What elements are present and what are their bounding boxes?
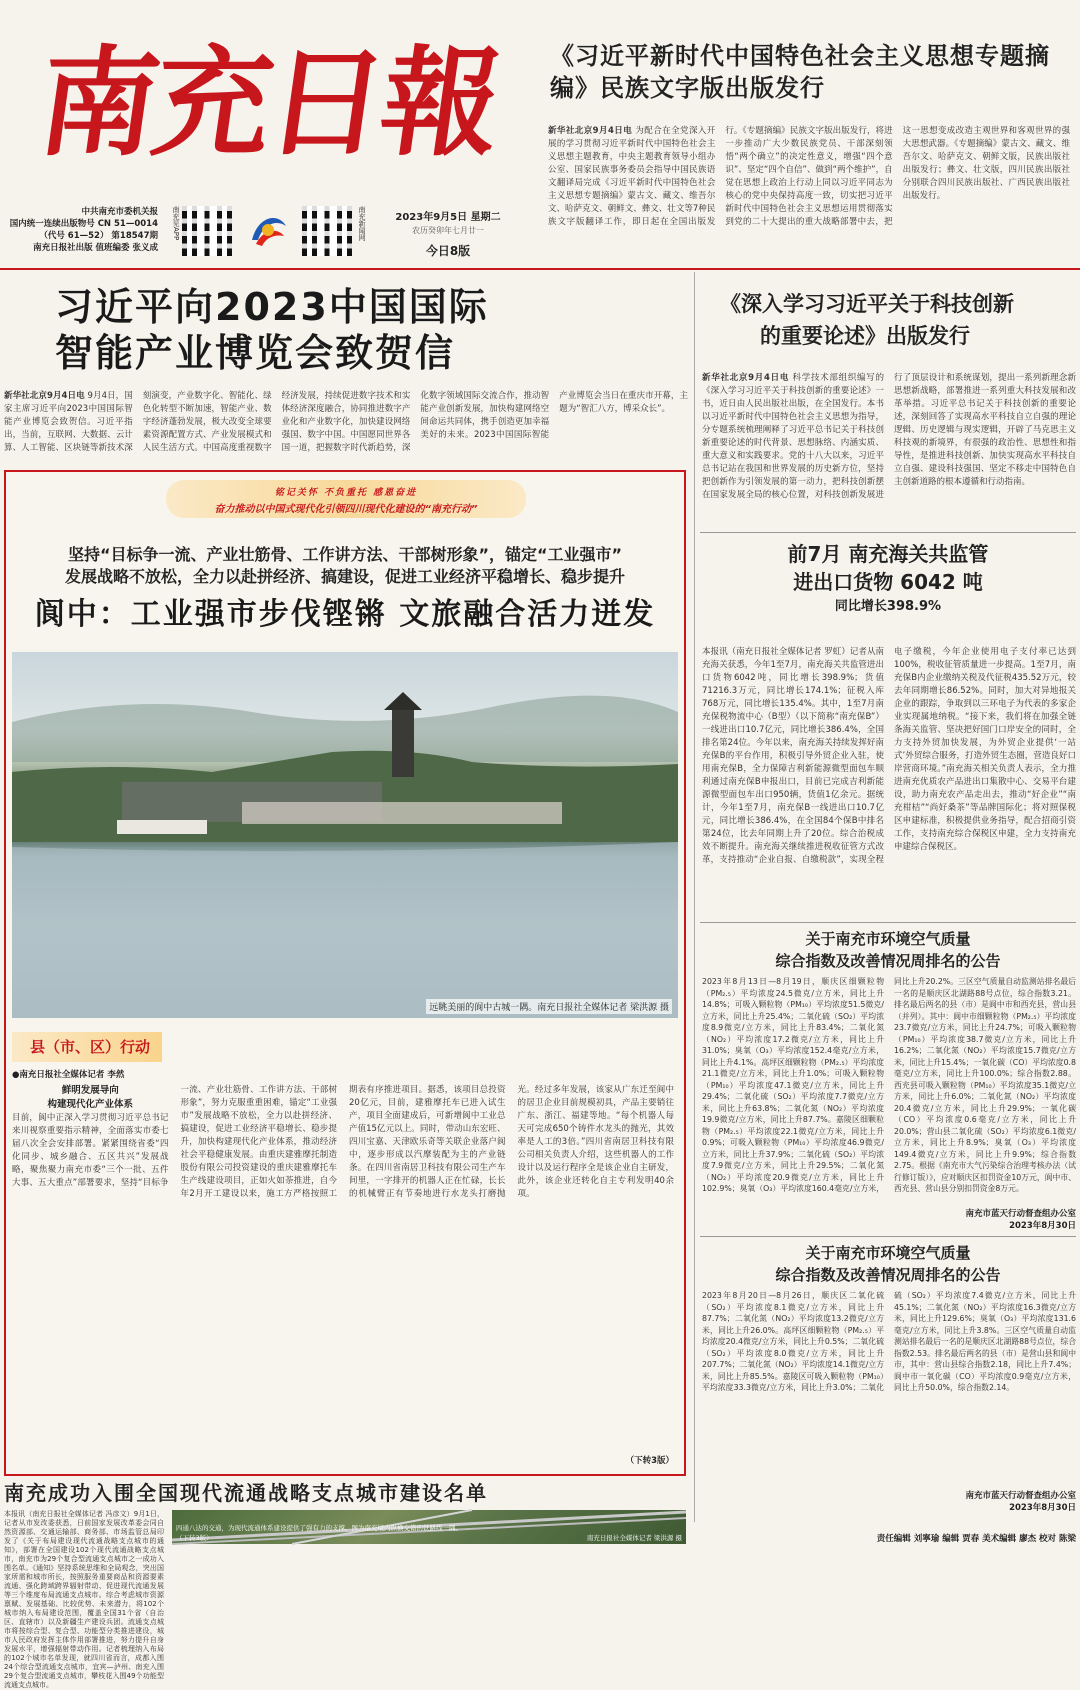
notice1-title-line2: 综合指数及改善情况周排名的公告 [775,952,1001,970]
bottom-photo [172,1510,686,1544]
info-line: 中共南充市委机关报 [81,207,158,217]
top-right-article [548,125,1070,245]
bottom-left-headline-visible[interactable]: 南充成功入围全国现代流通战略支点城市建设名单 [4,1481,488,1505]
column-tag [12,1032,162,1062]
side-head2: 构建现代化产业体系 [47,1099,133,1110]
feature-article [12,1084,674,1454]
notice2-sign: 南充市蓝天行动督查组办公室 [965,1491,1076,1501]
feature-photo [12,652,678,1018]
customs-article [702,646,1076,916]
article-text: 科学技术部组织编写的《深入学习习近平关于科技创新的重要论述》一书，近日由人民出版社出版，在全国发行。本书以习近平新时代中国特色社会主义思想为指导，分专题系统梳理阐释了习近平总书记关于科技创新重要论述的时代背景、思想脉络、内涵实质、重大意义和实践要求。党的十八大以来，习近平总书记站在我国和世界发展的历史新方位，坚持把创新作为引领发展的第一动力，把科技创新摆在国家发展全局的核心位置，对科技创新发展进行了顶层设计和系统谋划，提出一系列新理念新思想新战略，部署推进一系列重大科技发展和改革举措。习近平总书记关于科技创新的重要论述，深刻回答了实现高水平科技自立自强的理论逻辑、历史逻辑与现实逻辑，开辟了马克思主义科技观的新境界，有很强的政治性、思想性和指导性，是推进科技创新、加快实现高水平科技自立自强、建设科技强国、坚定不移走中国特色自主创新道路的根本遵循和行动指南。 [702,373,1076,500]
top-right-headline[interactable]: 《习近平新时代中国特色社会主义思想专题摘编》民族文字版出版发行 [550,42,1050,102]
lead-headline-line1: 习近平向2023中国国际 [55,285,489,329]
book-headline-line2: 的重要论述》出版发行 [760,324,970,348]
article-text: 9月4日，国家主席习近平向2023中国国际智能产业博览会致贺信。习近平指出，当前，互联网、大数据、云计算、人工智能、区块链等新技术深刻演变，产业数字化、智能化、绿色化转型不断加速，智能产业、数字经济蓬勃发展，极大改变全球要素资源配置方式、产业发展模式和人民生活方式。中国高度重视数字经济发展，持续促进数字技术和实体经济深度融合，协同推进数字产业化和产业数字化，加快建设网络强国、数字中国。中国愿同世界各国一道，把握数字时代新趋势，深化数字领域国际交流合作，推动智能产业创新发展，加快构建网络空间命运共同体，携手创造更加幸福美好的未来。2023中国国际智能产业博览会当日在重庆市开幕，主题为“智汇八方，博采众长”。 [4,391,688,453]
column-divider [694,272,695,1522]
book-headline-line1: 《深入学习习近平关于科技创新 [720,292,1014,316]
notice2-title-line1: 关于南充市环境空气质量 [805,1244,971,1262]
qr-code-app[interactable] [182,206,232,256]
info-line: 国内统一连续出版物号 CN 51—0014 [9,219,158,229]
side-headline [12,1084,169,1112]
bottom-continued[interactable]: （下转3版） [176,1534,213,1542]
info-line: （代号 61—52） 第18547期 [39,231,158,241]
footer-credits: 责任编辑 刘寧瑜 编辑 贾春 美术编辑 廖杰 校对 陈梁 [876,1534,1076,1544]
notice1-article [702,976,1076,1206]
qr-code-web[interactable] [302,206,352,256]
lead-article [4,390,688,464]
lead-headline-line2: 智能产业博览会致贺信 [55,331,456,375]
section-divider [700,532,1076,533]
date: 2023年9月5日 星期二 [395,212,501,223]
bottom-left-article [4,1510,164,1689]
feature-box [4,470,686,1476]
app-label: 南充见APP [172,206,180,241]
book-article [702,372,1076,528]
notice2-text: 2023年8月20日—8月26日，顺庆区二氧化硫（SO₂）平均浓度8.1微克/立方米，同比上升87.7%；二氧化氮（NO₂）平均浓度13.2微克/立方米，同比上升26.0%。高坪区细颗粒物（PM₂.₅）平均浓度20.4微克/立方米，同比上升0.5%；二氧化硫（SO₂）平均浓度8.0微克/立方米，同比上升207.7%；二氧化氮（NO₂）平均浓度14.1微克/立方米，同比上升85.5%。嘉陵区可吸入颗粒物（PM₁₀）平均浓度33.3微克/立方米，同比上升3.0%；二氧化硫（SO₂）平均浓度7.4微克/立方米，同比上升45.1%；二氧化氮（NO₂）平均浓度16.3微克/立方米，同比上升129.6%；臭氧（O₃）平均浓度131.6毫克/立方米，同比上升3.8%。三区空气质量自动监测站排名最后一名的是顺庆区北湖路88号点位，综合指数2.53。排名最后两名的县（市）是营山县和阆中市，其中：营山县综合指数2.18，同比上升7.4%；阆中市一氧化碳（CO）平均浓度0.9毫克/立方米，同比上升50.0%，综合指数2.14。 [702,1291,1076,1392]
bottom-photo-caption-1: 四通八达的交通，为现代流通体系建设提供了强有力的支撑。图为南充境内纵横交错的铁路线一隅。 [176,1524,462,1532]
book-headline[interactable] [720,288,1070,352]
photo-caption: 远眺美丽的阆中古城一隅。南充日报社全媒体记者 梁洪源 摄 [426,999,672,1014]
bottom-photo-caption-2: 南充日报社全媒体记者 梁洪源 摄 [586,1534,682,1542]
column-tag-text: 县（市、区）行动 [30,1038,151,1056]
feature-headline[interactable]: 阆中：工业强市步伐铿锵 文旅融合活力迸发 [34,597,656,632]
issue-date [378,208,518,259]
notice1-title[interactable] [700,928,1076,972]
page-count: 今日8版 [425,244,471,258]
dateline: 新华社北京9月4日电 [4,391,85,401]
customs-headline[interactable] [700,540,1076,618]
notice1-date: 2023年8月30日 [1009,1221,1076,1231]
notice2-article [702,1290,1076,1486]
customs-subheadline: 同比增长398.9% [834,599,942,614]
customs-headline-line1: 前7月 南充海关共监管 [787,542,989,566]
notice2-date: 2023年8月30日 [1009,1503,1076,1513]
section-divider [700,1236,1076,1237]
notice2-title-line2: 综合指数及改善情况周排名的公告 [775,1266,1001,1284]
subhead-line2: 发展战略不放松，全力以赴拼经济、搞建设，促进工业经济平稳增长、稳步提升 [64,567,625,586]
feature-subhead [6,544,684,588]
banner-top: 铭记关怀 不负重托 感恩奋进 [274,488,418,498]
continued-note[interactable]: （下转3版） [625,1456,674,1466]
old-town-illustration [12,652,678,1018]
masthead [0,0,1080,265]
section-divider [700,922,1076,923]
side-head1: 鲜明发展导向 [61,1085,119,1096]
lunar-date: 农历癸卯年七月廿一 [412,226,484,235]
web-label: 南充新闻网 [358,206,366,241]
banner-sub: 奋力推动以中国式现代化引领四川现代化建设的“南充行动” [214,504,478,515]
article-text: 为配合在全党深入开展的学习贯彻习近平新时代中国特色社会主义思想主题教育，中央主题教育领导小组办公室、国家民族事务委员会指导中国民族语文翻译局完成《习近平新时代中国特色社会主义思想专题摘编》蒙古文、藏文、维吾尔文、哈萨克文、朝鲜文、彝文、壮文等7种民族文字版翻译工作，即日起在全国出版发行。《专题摘编》民族文字版出版发行，将进一步推动广大少数民族党员、干部深刻领悟“两个确立”的决定性意义，增强“四个意识”、坚定“四个自信”、做到“两个维护”，自觉在思想上政治上行动上同以习近平同志为核心的党中央保持高度一致，切实把习近平新时代中国特色社会主义思想运用贯彻落实到党的二十大提出的重大战略部署中去，把这一思想变成改造主观世界和客观世界的强大思想武器。《专题摘编》蒙古文、藏文、维吾尔文、哈萨克文、朝鲜文版，民族出版社出版发行；彝文、壮文版，四川民族出版社分别联合四川民族出版社、广西民族出版社出版发行。 [548,126,1070,227]
masthead-info [8,206,158,254]
emblem-icon [244,206,292,254]
article-text: 本报讯（南充日报社全媒体记者 冯彦文）9月1日，记者从市发改委获悉，日前国家发展改革委会同自然资源部、交通运输部、商务部、市场监管总局印发了《关于布局建设现代流通战略支点城市的通知》，部署在全国建设102个现代流通战略支点城市，南充市为29个复合型流通支点城市之一成功入围名单。《通知》坚持系统思维和全局观念，突出国家所需和城市所长，按照服务重要商品和资源要素流通、强化跨域跨界辐射带动、促进现代流通发展等三个维度布局流通支点城市。综合考虑城市资源禀赋、发展基础、比较优势、未来潜力，将102个城市纳入布局建设范围，覆盖全国31个省（自治区、直辖市）以及新疆生产建设兵团。流通支点城市将按综合型、复合型、功能型分类推进建设，城市人民政府发挥主体作用部署推进，努力提升自身发展水平，增强辐射带动作用。记者梳理纳入布局的102个城市名单发现，就四川省而言，成都入围24个综合型流通支点城市，宜宾—泸州、南充入围29个复合型流通支点城市，攀枝花入围49个功能型流通支点城市。 [4,1510,164,1689]
notice1-signature [900,1208,1076,1232]
notice2-signature [900,1490,1076,1514]
feature-banner [166,480,526,518]
notice1-title-line1: 关于南充市环境空气质量 [805,930,971,948]
newspaper-logo: 南充日報 [30,33,506,172]
notice1-sign: 南充市蓝天行动督查组办公室 [965,1209,1076,1219]
article-text: 本报讯（南充日报社全媒体记者 罗虹）记者从南充海关获悉，今年1至7月，南充海关共监管进出口货物6042吨，同比增长398.9%；货值71216.3万元，同比增长174.1%；征税入库768万元，同比增长135.4%。其中，1至7月南充保税物流中心（B型）（以下简称“南充保B”）一线进出口10.7亿元，同比增长386.4%，全国排名第24位。今年以来，南充海关持续发挥好南充保B的平台作用，积极引导外贸企业入驻，使用南充保B，全力保障吉利新能源微型面包车顺利通过南充保B申报出口，目前已完成吉利新能源微型面包车出口950辆，货值1亿余元。据统计，今年1至7月，南充保B一线进出口10.7亿元，同比增长386.4%，在全国84个保B中排名第24位，比去年同期上升了20位。综合治税成效不断提升。南充海关继续推进税收征管方式改革，支持推动“企业自报、自缴税款”，实现全程电子缴税，今年企业使用电子支付率已达到100%，税收征管质量进一步提高。1至7月，南充保B内企业缴纳关税及代征税435.52万元，较去年同期增长86.52%。同时，加大对异地报关企业的跟踪，争取到以三环电子为代表的多家企业实现属地纳税。“接下来，我们将在加强全链条海关监管、坚决把好国门口岸安全的同时，全力支持外贸加快发展，为外贸企业提供‘一站式’外贸综合服务，打造外贸生态圈，营造良好口岸营商环境。”南充海关相关负责人表示，全力推进南充优质农产品进出口集散中心、交易平台建设，助力南充农产品走出去，推动“好企业”“南充柑桔”“尚好桑茶”等品牌国际化；将对照保税区申建标准，积极提供业务指导，配合招商引资工作，支持南充综合保税区申建，全力支持南充申建综合保税区。 [702,647,1076,865]
feature-byline: ●南充日报社全媒体记者 李然 [12,1070,125,1080]
notice2-title[interactable] [700,1242,1076,1286]
info-line: 南充日报社出版 值班编委 张义成 [33,243,158,253]
dateline: 新华社北京9月4日电 [702,373,790,383]
customs-headline-line2: 进出口货物 6042 吨 [793,570,983,594]
subhead-line1: 坚持“目标争一流、产业壮筋骨、工作讲方法、干部树形象”，锚定“工业强市” [67,545,623,564]
masthead-divider [0,268,1080,270]
dateline: 新华社北京9月4日电 [548,126,633,136]
lead-headline[interactable] [55,284,695,376]
notice1-text: 2023年8月13日—8月19日，顺庆区细颗粒物（PM₂.₅）平均浓度24.5微克/立方米，同比上升14.8%；可吸入颗粒物（PM₁₀）平均浓度51.5微克/立方米，同比上升25.4%；二氧化硫（SO₂）平均浓度8.9微克/立方米，同比上升83.4%；二氧化氮（NO₂）平均浓度17.2微克/立方米，同比上升31.0%；臭氧（O₃）平均浓度152.4毫克/立方米，同比上升4.1%。高坪区细颗粒物（PM₂.₅）平均浓度21.1微克/立方米，同比上升1.0%；可吸入颗粒物（PM₁₀）平均浓度47.1微克/立方米，同比上升29.4%；二氧化硫（SO₂）平均浓度7.7微克/立方米，同比上升63.8%；二氧化氮（NO₂）平均浓度19.9微克/立方米，同比上升87.7%。嘉陵区细颗粒物（PM₂.₅）平均浓度22.1微克/立方米，同比上升0.9%；可吸入颗粒物（PM₁₀）平均浓度46.9微克/立方米，同比上升37.9%；二氧化硫（SO₂）平均浓度7.9微克/立方米，同比上升29.5%；二氧化氮（NO₂）平均浓度20.9微克/立方米，同比上升102.9%；臭氧（O₃）平均浓度160.4毫克/立方米，同比上升20.2%。三区空气质量自动监测站排名最后一名的是顺庆区北湖路88号点位，综合指数3.21。排名最后两名的县（市）是阆中市和西充县，营山县（并列）。其中：阆中市细颗粒物（PM₂.₅）平均浓度23.7微克/立方米，同比上升24.7%；可吸入颗粒物（PM₁₀）平均浓度38.7微克/立方米，同比上升16.2%；二氧化氮（NO₂）平均浓度15.7微克/立方米，同比上升15.4%；一氧化碳（CO）平均浓度0.8毫克/立方米，同比上升100.0%；综合指数2.88。西充县可吸入颗粒物（PM₁₀）平均浓度35.1微克/立方米，同比上升6.0%；二氧化氮（NO₂）平均浓度20.4微克/立方米，同比上升29.9%；一氧化碳（CO）平均浓度0.6毫克/立方米，同比上升20.0%；营山县二氧化硫（SO₂）平均浓度6.1微克/立方米，同比上升8.9%；臭氧（O₃）平均浓度149.4微克/立方米，同比上升9.9%；综合指数2.75。根据《南充市大气污染综合治理考核办法（试行修订版）》，应对顺庆区扣罚资金10万元，阆中市、西充县、营山县分别扣罚资金8万元。 [702,977,1076,1193]
article-text: 目前，阆中正深入学习贯彻习近平总书记来川视察重要指示精神，全面落实市委七届八次全会安排部署。紧紧围绕省委“四化同步、城乡融合、五区共兴”发展战略，聚焦聚力南充市委“三个一批、五件大事、五大重点”部署要求，坚持“目标争一流、产业壮筋骨、工作讲方法、干部树形象”，努力克服重重困难，锚定“工业强市”发展战略不放松，全力以赴拼经济、搞建设，促进工业经济平稳增长、稳步提升，加快构建现代化产业体系，推动经济社会平稳健康发展。由重庆建雅摩托制造股份有限公司投资建设的重庆建雅摩托车生产线建设项目，正如火如荼推进，自今年2月开工建设以来，施工方严格按照工期表有序推进项目。据悉，该项目总投资20亿元，目前，建雅摩托车已进入试生产，项目全面建成后，可新增阆中工业总产值15亿元以上。同时，带动山东宏旺、四川宝嘉、天津欧乐奇等关联企业落户阆中，逐步形成以汽摩装配为主的产业链条。在四川省南居卫科技有限公司生产车间里，一字排开的机器人正在忙碌，长长的机械臂正有节奏地进行水龙头打磨抛光。经过多年发展，该家从广东迁至阆中的居卫企业目前规模初具，产品主要销往广东、浙江、福建等地。“每个机器人每天可完成650个铸件水龙头的抛光，其效率是人工的3倍。”四川省南居卫科技有限公司相关负责人介绍，这些机器人的工作设计以及运行程序全是该企业自主研发，此外，该企业还转化自主专利发明40余项。 [12,1085,674,1199]
